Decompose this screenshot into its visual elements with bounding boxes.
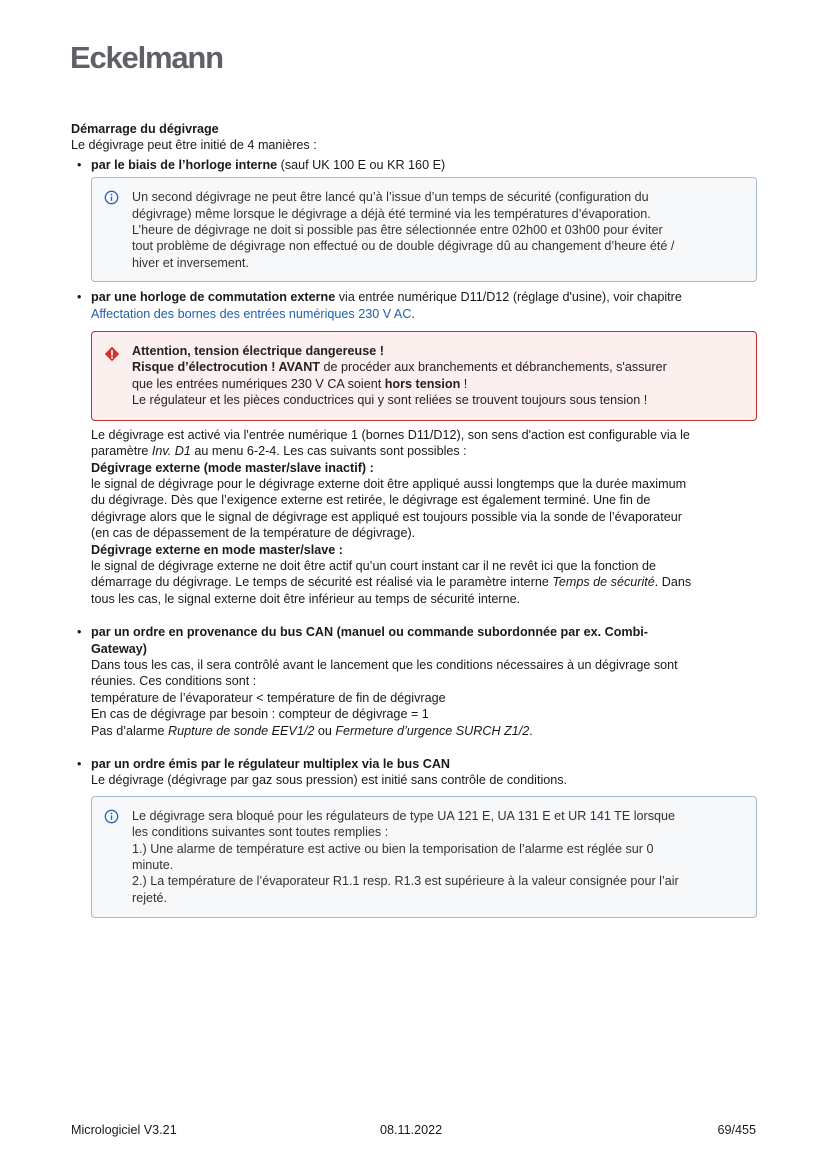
info-note-multiplex <box>91 796 757 918</box>
body-line: Le dégivrage (dégivrage par gaz sous pression) est initié sans contrôle de conditions. <box>91 773 568 788</box>
note-line: les conditions suivantes sont toutes remplies : <box>132 825 389 840</box>
bullet-external-clock: • par une horloge de commutation externe via entrée numérique D11/D12 (réglage d'usine), voir chapitre <box>71 289 757 305</box>
body-line: Gateway) <box>91 641 147 656</box>
body-line: (en cas de dépassement de la température de dégivrage). <box>91 526 416 541</box>
footer-firmware: Micrologiciel V3.21 <box>71 1123 177 1137</box>
body-line: réunies. Ces conditions sont : <box>91 674 257 689</box>
note-line: minute. <box>132 858 174 873</box>
note-line: Le dégivrage sera bloqué pour les régulateurs de type UA 121 E, UA 131 E et UR 141 TE lorsque <box>132 808 676 823</box>
section-title: Démarrage du dégivrage <box>71 122 219 136</box>
warning-line: Le régulateur et les pièces conductrices qui y sont reliées se trouvent toujours sous tension ! <box>132 393 648 408</box>
subheading: Dégivrage externe (mode master/slave inactif) : <box>91 460 374 475</box>
warning-line: Risque d’électrocution ! AVANT de procéder aux branchements et débranchements, s'assurer <box>132 360 667 375</box>
body-line: du dégivrage. Dès que l’exigence externe est retirée, le dégivrage est également terminé. Une fin de <box>91 493 651 508</box>
bullet-multiplex: • par un ordre émis par le régulateur multiplex via le bus CAN <box>71 756 757 772</box>
info-icon <box>104 809 119 824</box>
chapter-link[interactable]: Affectation des bornes des entrées numériques 230 V AC <box>91 306 412 321</box>
footer-page-number: 69/455 <box>717 1123 756 1137</box>
subheading: Dégivrage externe en mode master/slave : <box>91 542 343 557</box>
page-content <box>71 121 757 918</box>
body-line: Le dégivrage est activé via l'entrée numérique 1 (bornes D11/D12), son sens d'action est configurable via le <box>91 427 690 442</box>
info-icon <box>104 190 119 205</box>
note-line: hiver et inversement. <box>132 255 249 270</box>
info-note-internal-clock <box>91 177 757 282</box>
note-line: rejeté. <box>132 890 168 905</box>
body-line: dégivrage alors que le signal de dégivrage est appliqué est toujours possible via la sonde de l’évaporateur <box>91 509 682 524</box>
eckelmann-logo: Eckelmann <box>70 40 223 75</box>
can-bus-body <box>71 641 757 739</box>
body-line: le signal de dégivrage externe ne doit être actif qu’un court instant car il ne revêt ici que la fonction de <box>91 558 656 573</box>
body-line: le signal de dégivrage pour le dégivrage externe doit être appliqué aussi longtemps que la durée maximum <box>91 476 687 491</box>
body-line: température de l’évaporateur < température de fin de dégivrage <box>91 690 446 705</box>
link-line: Affectation des bornes des entrées numériques 230 V AC. <box>91 306 415 321</box>
warning-icon <box>104 346 120 362</box>
note-line: tout problème de dégivrage non effectué ou de double dégivrage dû au changement d’heure été / <box>132 239 675 254</box>
body-line: paramètre Inv. D1 au menu 6-2-4. Les cas suivants sont possibles : <box>91 444 467 459</box>
note-line: L’heure de dégivrage ne doit si possible pas être sélectionnée entre 02h00 et 03h00 pour éviter <box>132 223 663 238</box>
body-line: En cas de dégivrage par besoin : compteur de dégivrage = 1 <box>91 707 429 722</box>
section-intro: Le dégivrage peut être initié de 4 manières : <box>71 138 317 153</box>
bullet-internal-clock: • par le biais de l’horloge interne (sauf UK 100 E ou KR 160 E) <box>71 157 757 173</box>
footer-date: 08.11.2022 <box>380 1123 443 1137</box>
bullet-can-bus: • par un ordre en provenance du bus CAN (manuel ou commande subordonnée par ex. Combi- <box>71 624 757 640</box>
note-line: Un second dégivrage ne peut être lancé qu’à l’issue d’un temps de sécurité (configuration du <box>132 190 649 205</box>
note-line: dégivrage) même lorsque le dégivrage a déjà été terminé via les températures d’évaporation. <box>132 206 651 221</box>
warning-line: que les entrées numériques 230 V CA soient hors tension ! <box>132 376 468 391</box>
body-line: Pas d’alarme Rupture de sonde EEV1/2 ou Fermeture d’urgence SURCH Z1/2. <box>91 723 533 738</box>
warning-title: Attention, tension électrique dangereuse ! <box>132 344 384 359</box>
body-line: Dans tous les cas, il sera contrôlé avant le lancement que les conditions nécessaires à un dégivrage sont <box>91 657 678 672</box>
body-line: tous les cas, le signal externe doit être inférieur au temps de sécurité interne. <box>91 591 521 606</box>
external-clock-body <box>71 427 757 607</box>
note-line: 1.) Une alarme de température est active ou bien la temporisation de l’alarme est réglée sur 0 <box>132 841 654 856</box>
note-line: 2.) La température de l’évaporateur R1.1 resp. R1.3 est supérieure à la valeur consignée pour l’air <box>132 874 679 889</box>
warning-box <box>91 331 757 421</box>
body-line: démarrage du dégivrage. Le temps de sécurité est réalisé via le paramètre interne Temps de sécurité. Dans <box>91 575 692 590</box>
